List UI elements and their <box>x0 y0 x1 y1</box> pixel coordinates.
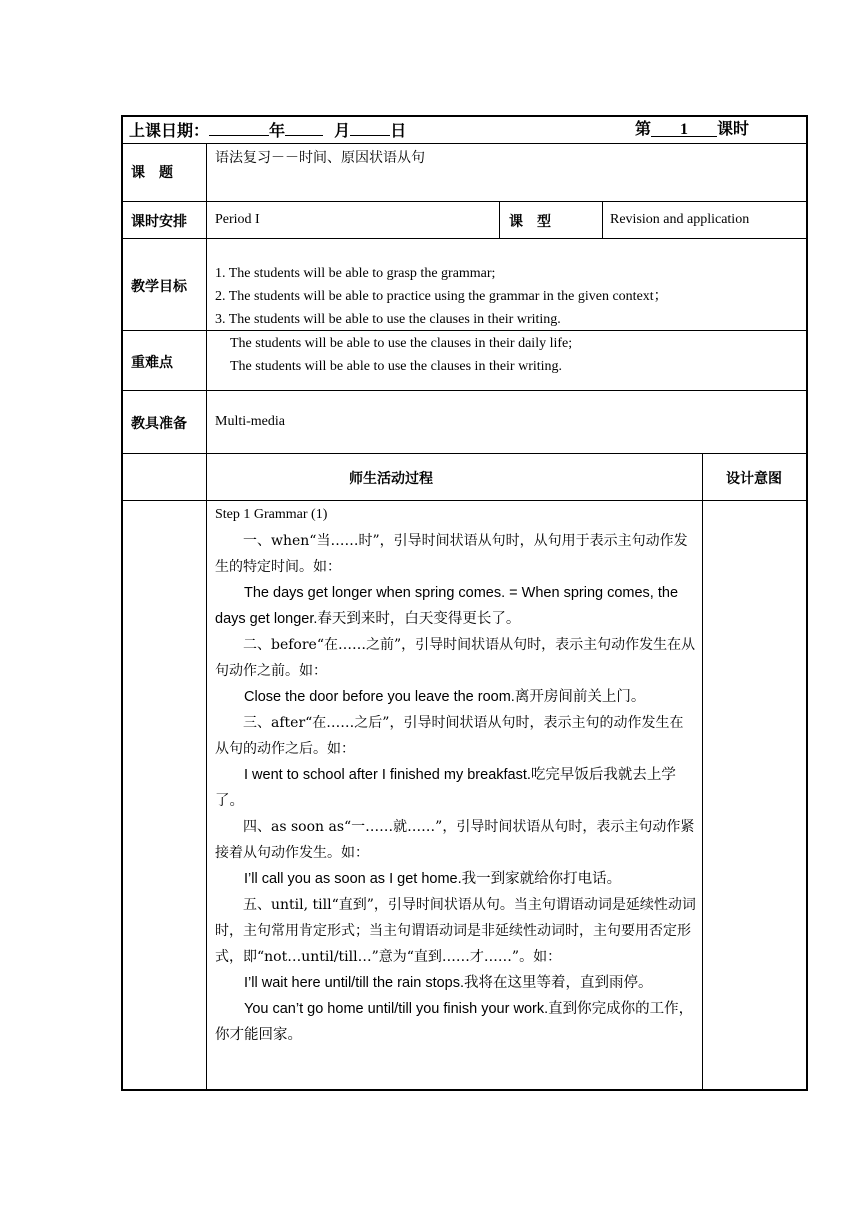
example-sentence: I went to school after I finished my breakfast.吃完早饭后我就去上学了。 <box>215 767 676 809</box>
type-value-divider <box>602 201 603 238</box>
grammar-point: 四、as soon as“一……就……”，引导时间状语从句时，表示主句动作紧接着从句动作发生。如： <box>215 819 695 861</box>
topic-value: 语法复习－－时间、原因状语从句 <box>215 150 425 166</box>
grammar-point: 三、after“在……之后”，引导时间状语从句时，表示主句的动作发生在从句的动作之后。如： <box>215 715 684 757</box>
example-sentence: I’ll call you as soon as I get home.我一到家就给你打电话。 <box>244 871 622 887</box>
example-sentence: The days get longer when spring comes. = When spring comes, the days get longer.春天到来时，白天变得更长了。 <box>215 585 679 627</box>
tools-value: Multi-media <box>215 414 285 429</box>
date-label: 上课日期： <box>129 121 210 140</box>
type-label: 课 型 <box>509 214 551 230</box>
lesson-prefix: 第 <box>635 119 652 138</box>
type-value: Revision and application <box>610 212 750 227</box>
tools-label: 教具准备 <box>131 416 187 432</box>
step-title: Step 1 Grammar (1) <box>215 507 328 522</box>
month-label: 月 <box>334 121 351 140</box>
row-divider <box>121 390 808 391</box>
example-sentence: I’ll wait here until/till the rain stops.我将在这里等着，直到雨停。 <box>244 975 653 991</box>
lesson-number: 1 <box>651 120 717 137</box>
lesson-count <box>635 119 749 139</box>
row-divider <box>121 143 808 144</box>
objective-item: 1. The students will be able to grasp the grammar; <box>215 266 496 281</box>
row-divider <box>121 500 808 501</box>
year-blank <box>209 119 269 136</box>
row-divider <box>121 238 808 239</box>
year-label: 年 <box>269 121 286 140</box>
grammar-point: 一、when“当……时”，引导时间状语从句时，从句用于表示主句动作发生的特定时间。如： <box>215 533 688 575</box>
example-sentence: You can’t go home until/till you finish your work.直到你完成你的工作，你才能回家。 <box>215 1001 694 1043</box>
objective-item: 2. The students will be able to practice using the grammar in the given context； <box>215 289 668 304</box>
month-blank <box>285 119 323 136</box>
topic-label: 课 题 <box>131 165 173 181</box>
intent-column-divider <box>702 453 703 1091</box>
process-header: 师生活动过程 <box>349 471 433 487</box>
objectives-label: 教学目标 <box>131 279 187 295</box>
row-divider <box>121 453 808 454</box>
schedule-value: Period I <box>215 212 260 227</box>
row-divider <box>121 201 808 202</box>
example-sentence: Close the door before you leave the room.离开房间前关上门。 <box>244 689 646 705</box>
intent-header: 设计意图 <box>726 471 782 487</box>
day-label: 日 <box>390 121 407 140</box>
grammar-content <box>215 528 697 1048</box>
header-row <box>129 119 406 141</box>
grammar-point: 五、until, till“直到”，引导时间状语从句。当主句谓语动词是延续性动词时，主句常用肯定形式；当主句谓语动词是非延续性动词时，主句要用否定形式，即“not…until/till…”意为“直到……才……”。如： <box>215 897 696 965</box>
key-point-item: The students will be able to use the clauses in their writing. <box>230 359 563 374</box>
lesson-suffix: 课时 <box>717 119 750 138</box>
type-column-divider <box>499 201 500 238</box>
row-divider <box>121 330 808 331</box>
key-point-item: The students will be able to use the clauses in their daily life; <box>230 336 573 351</box>
grammar-point: 二、before“在……之前”，引导时间状语从句时，表示主句动作发生在从句动作之前。如： <box>215 637 696 679</box>
day-blank <box>350 119 390 136</box>
objective-item: 3. The students will be able to use the clauses in their writing. <box>215 312 561 327</box>
key-points-label: 重难点 <box>131 355 173 371</box>
label-column-divider <box>206 143 207 1091</box>
schedule-label: 课时安排 <box>131 214 187 230</box>
